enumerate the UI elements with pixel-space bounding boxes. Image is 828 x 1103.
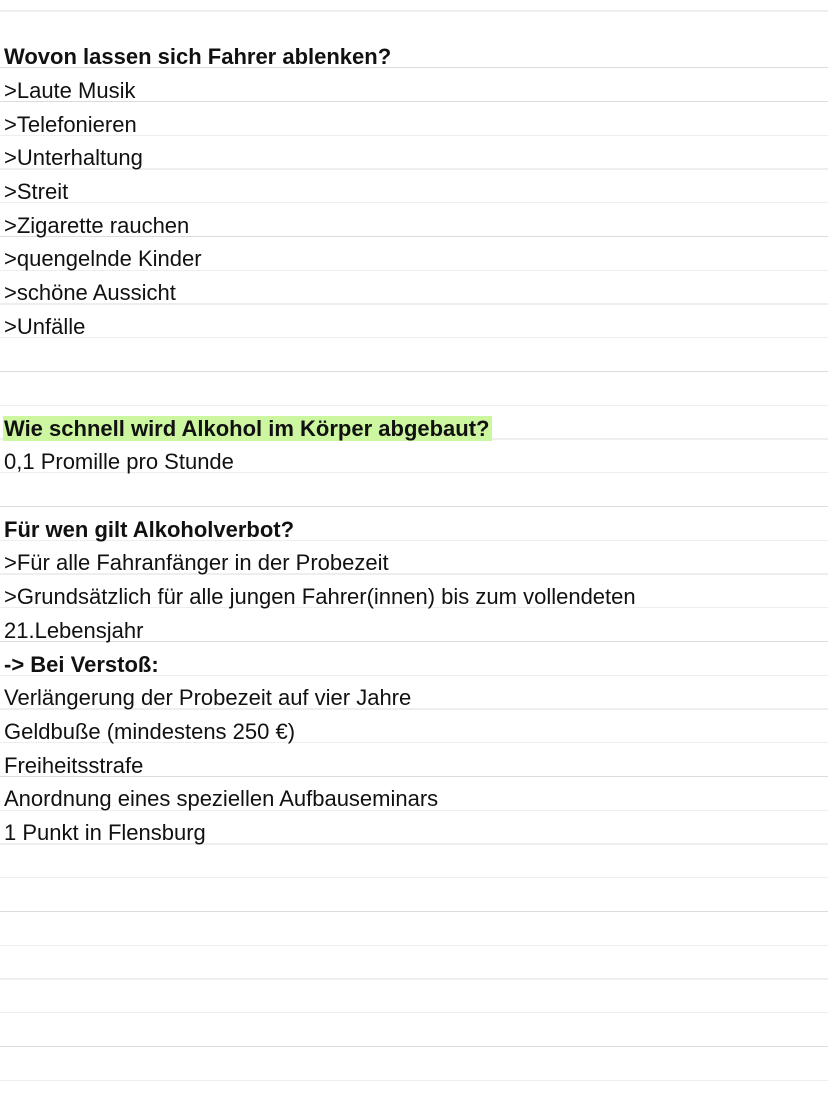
penalty-heading: -> Bei Verstoß: [4,652,159,677]
list-item: 21.Lebensjahr [4,618,144,643]
list-item: >Laute Musik [4,78,136,103]
list-item: >schöne Aussicht [4,280,176,305]
penalty-item: Verlängerung der Probezeit auf vier Jahre [4,685,412,710]
list-item: >Grundsätzlich für alle jungen Fahrer(innen) bis zum vollendeten [4,584,636,609]
penalty-item: 1 Punkt in Flensburg [4,820,206,845]
penalty-item: Anordnung eines speziellen Aufbauseminars [4,786,439,811]
section1-heading: Wovon lassen sich Fahrer ablenken? [4,44,392,69]
penalty-item: Freiheitsstrafe [4,753,144,778]
list-item: >Zigarette rauchen [4,213,190,238]
penalty-item: Geldbuße (mindestens 250 €) [4,719,296,744]
list-item: >quengelnde Kinder [4,246,202,271]
list-item: >Telefonieren [4,112,137,137]
section3-heading: Für wen gilt Alkoholverbot? [4,517,295,542]
list-item: >Unfälle [4,314,86,339]
list-item: >Unterhaltung [4,145,143,170]
section2-heading [4,412,492,446]
list-item: >Streit [4,179,69,204]
highlighted-heading: Wie schnell wird Alkohol im Körper abgebaut? [4,416,490,441]
section2-answer: 0,1 Promille pro Stunde [4,449,234,474]
list-item: >Für alle Fahranfänger in der Probezeit [4,550,389,575]
